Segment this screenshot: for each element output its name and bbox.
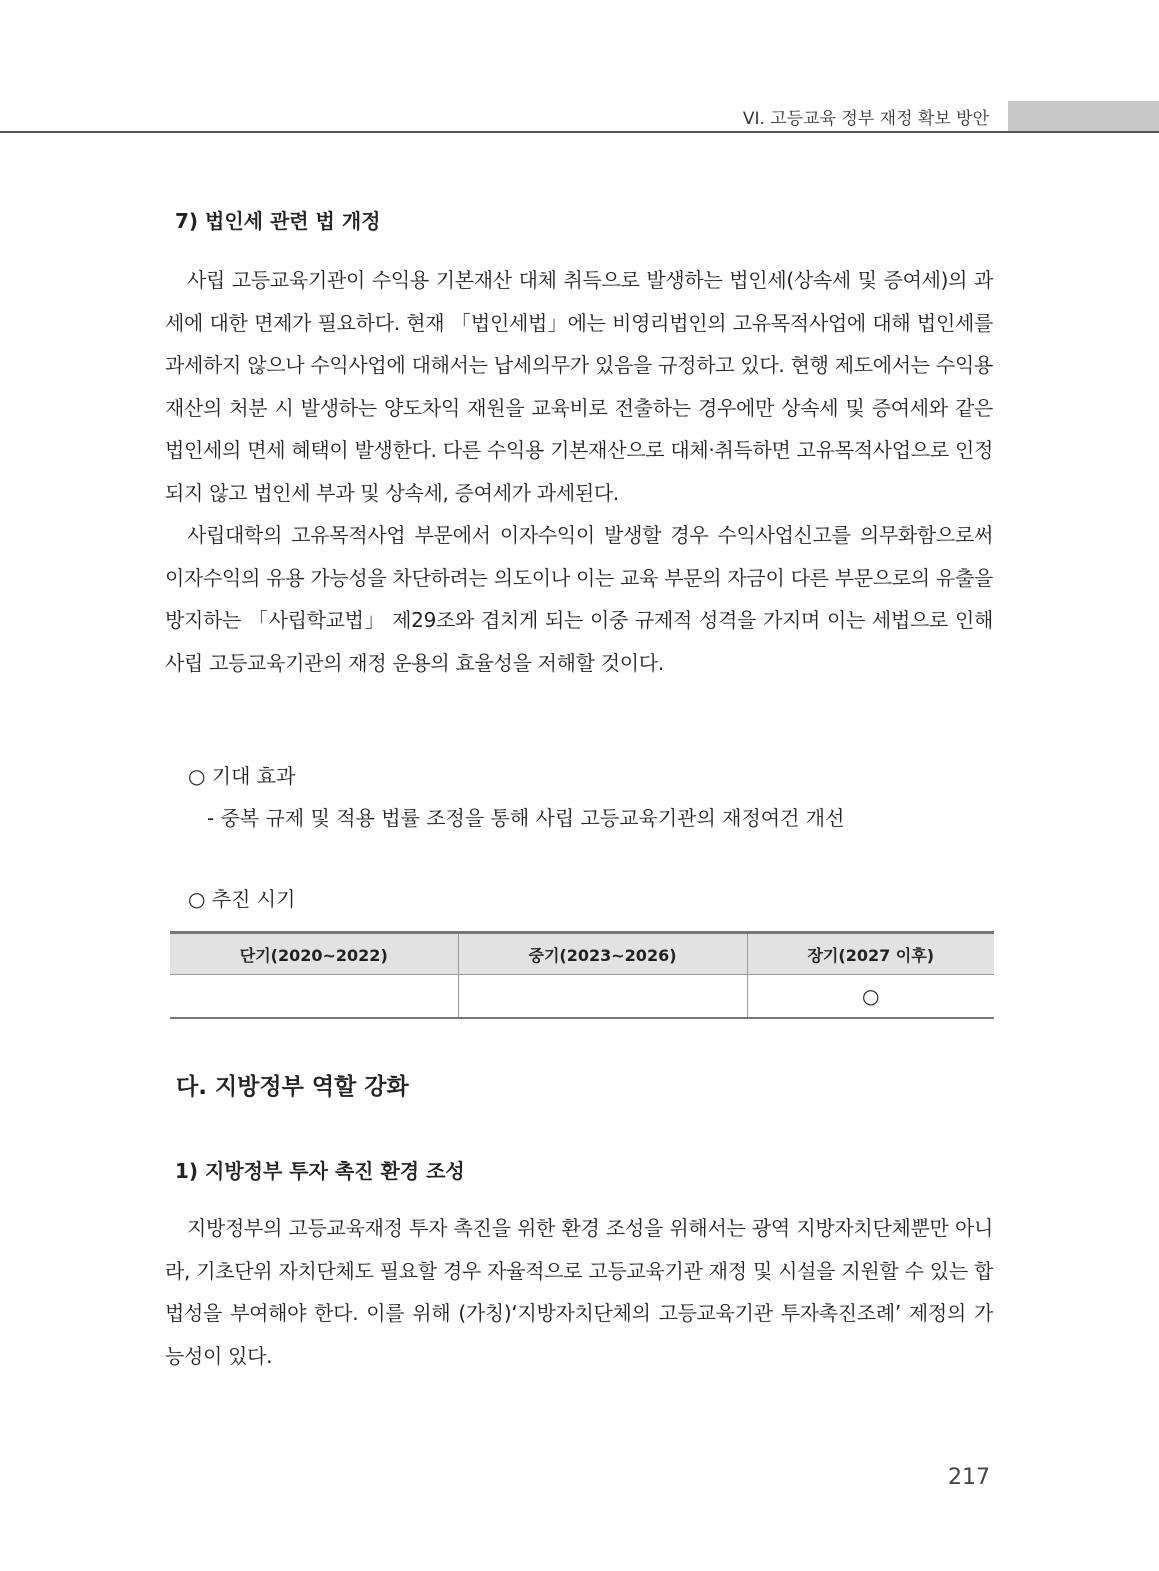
paragraph: 사립대학의 고유목적사업 부문에서 이자수익이 발생할 경우 수익사업신고를 의무화함으로써 이자수익의 유용 가능성을 차단하려는 의도이나 이는 교육 부문의 자금이 다른 부문으로의 유출을 방지하는 「사립학교법」 제29조와 겹치게 되는 이중 규제적 성격을 가지며 이는 세법으로 인해 사립 고등교육기관의 재정 운용의 효율성을 저해할 것이다. [165, 523, 993, 675]
cell-short-term [170, 975, 458, 1019]
section-title: 다. 지방정부 역할 강화 [176, 1074, 409, 1100]
bullet-effect-label: ○ 기대 효과 [188, 764, 296, 788]
bullet-timing-label: ○ 추진 시기 [188, 887, 296, 911]
table-header-row [170, 933, 994, 975]
bullet-effect-item: - 중복 규제 및 적용 법률 조정을 통해 사립 고등교육기관의 재정여건 개선 [207, 806, 845, 830]
running-header: VI. 고등교육 정부 재정 확보 방안 [742, 109, 989, 129]
subsection-title: 1) 지방정부 투자 촉진 환경 조성 [175, 1159, 465, 1183]
paragraph: 지방정부의 고등교육재정 투자 촉진을 위한 환경 조성을 위해서는 광역 지방자치단체뿐만 아니라, 기초단위 자치단체도 필요할 경우 자율적으로 고등교육기관 재정 및 시설을 지원할 수 있는 합법성을 부여해야 한다. 이를 위해 (가칭)‘지방자치단체의 고등교육기관 투자촉진조례’ 제정의 가능성이 있다. [165, 1216, 993, 1368]
paragraph: 사립 고등교육기관이 수익용 기본재산 대체 취득으로 발생하는 법인세(상속세 및 증여세)의 과세에 대한 면제가 필요하다. 현재 「법인세법」에는 비영리법인의 고유목적사업에 대해 법인세를 과세하지 않으나 수익사업에 대해서는 납세의무가 있음을 규정하고 있다. 현행 제도에서는 수익용 재산의 처분 시 발생하는 양도차익 재원을 교육비로 전출하는 경우에만 상속세 및 증여세와 같은 법인세의 면세 혜택이 발생한다. 다른 수익용 기본재산으로 대체·취득하면 고유목적사업으로 인정되지 않고 법인세 부과 및 상속세, 증여세가 과세된다. [165, 268, 994, 505]
subsection-title: 7) 법인세 관련 법 개정 [175, 209, 381, 233]
page-number: 217 [948, 1465, 990, 1490]
header-mid-term: 중기(2023~2026) [458, 933, 747, 975]
table-row [170, 975, 994, 1019]
header-rule [0, 131, 1159, 133]
header-tab [1008, 101, 1159, 131]
body-text [165, 1207, 993, 1377]
body-text [165, 259, 993, 684]
cell-mid-term [458, 975, 747, 1019]
header-long-term: 장기(2027 이후) [747, 933, 994, 975]
timing-table [170, 931, 994, 1019]
cell-long-term: ○ [747, 975, 994, 1019]
header-short-term: 단기(2020~2022) [170, 933, 458, 975]
